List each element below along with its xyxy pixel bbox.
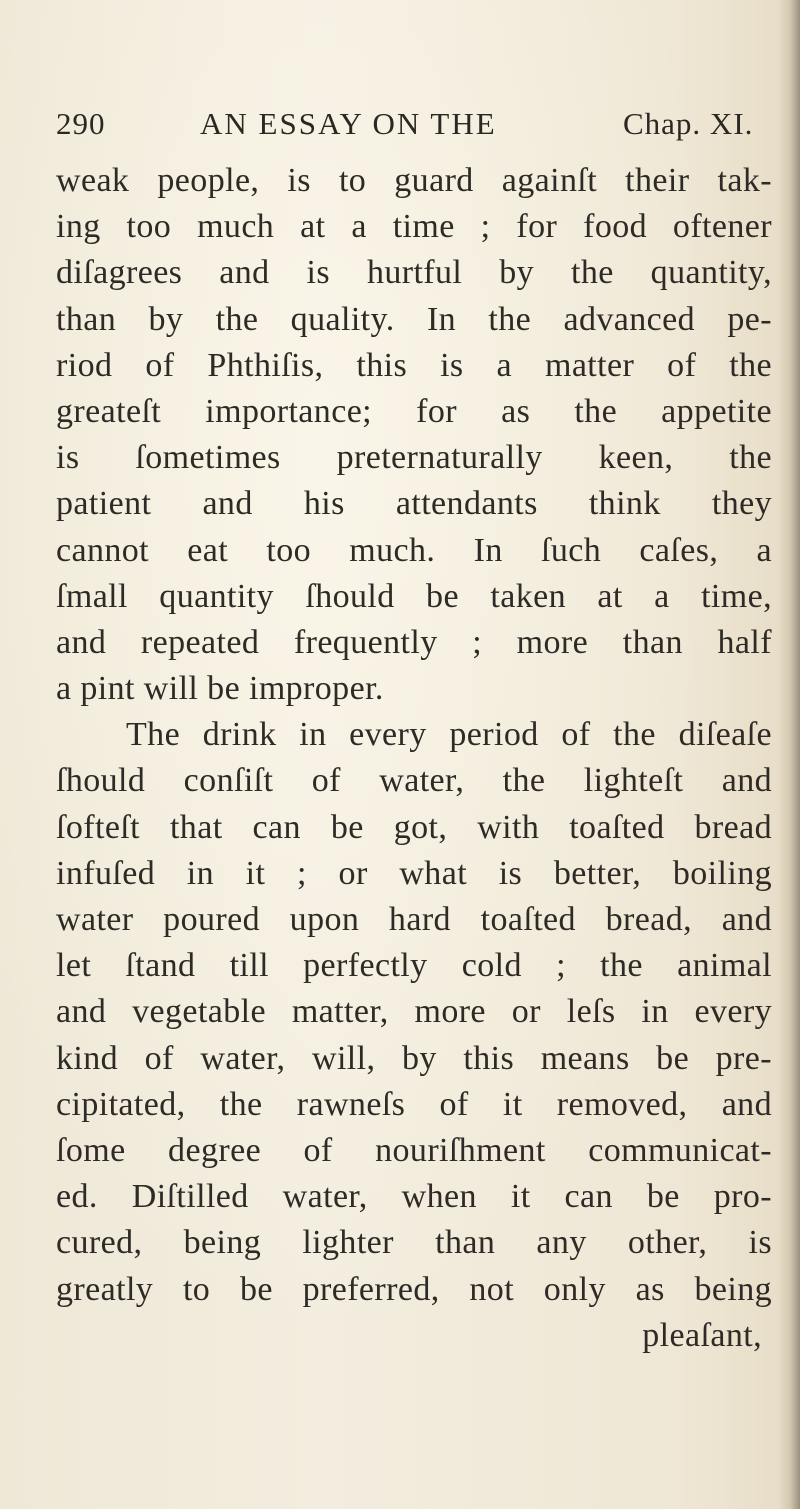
text-line: and repeated frequently ; more than half <box>56 623 772 661</box>
text-line: ſofteſt that can be got, with toaſted bread <box>56 808 772 846</box>
catchword: pleaſant, <box>642 1316 762 1354</box>
paragraph-start-line: The drink in every period of the diſeaſe <box>126 716 772 754</box>
body-text <box>56 158 772 1359</box>
text-line: kind of water, will, by this means be pre- <box>56 1039 772 1077</box>
running-title: AN ESSAY ON THE <box>200 106 497 141</box>
text-line: and vegetable matter, more or leſs in every <box>56 993 772 1031</box>
text-line: ſome degree of nouriſhment communicat- <box>56 1131 772 1169</box>
text-line: ſmall quantity ſhould be taken at a time, <box>56 577 772 615</box>
page-number: 290 <box>56 106 106 141</box>
text-line: cipitated, the rawneſs of it removed, and <box>56 1085 772 1123</box>
paragraph-end-line: a pint will be improper. <box>56 670 384 708</box>
text-line: ed. Diſtilled water, when it can be pro- <box>56 1178 772 1216</box>
text-line: riod of Phthiſis, this is a matter of the <box>56 346 772 384</box>
text-line: cannot eat too much. In ſuch caſes, a <box>56 531 772 569</box>
text-line: than by the quality. In the advanced pe- <box>56 300 772 338</box>
text-line: greatly to be preferred, not only as being <box>56 1270 772 1308</box>
text-line: ſhould conſiſt of water, the lighteſt and <box>56 762 772 800</box>
text-line: is ſometimes preternaturally keen, the <box>56 439 772 477</box>
text-line: greateſt importance; for as the appetite <box>56 392 772 430</box>
running-header <box>56 106 786 150</box>
text-line: let ſtand till perfectly cold ; the animal <box>56 947 772 985</box>
chapter-label: Chap. XI. <box>623 106 754 141</box>
text-line: patient and his attendants think they <box>56 485 772 523</box>
text-line: ing too much at a time ; for food oftener <box>56 208 772 246</box>
text-line: diſagrees and is hurtful by the quantity, <box>56 254 772 292</box>
page-edge-shadow <box>778 0 800 1509</box>
text-line: water poured upon hard toaſted bread, and <box>56 901 772 938</box>
text-line: cured, being lighter than any other, is <box>56 1224 772 1262</box>
text-line: infuſed in it ; or what is better, boiling <box>56 854 772 892</box>
text-line: weak people, is to guard againſt their tak- <box>56 162 772 199</box>
